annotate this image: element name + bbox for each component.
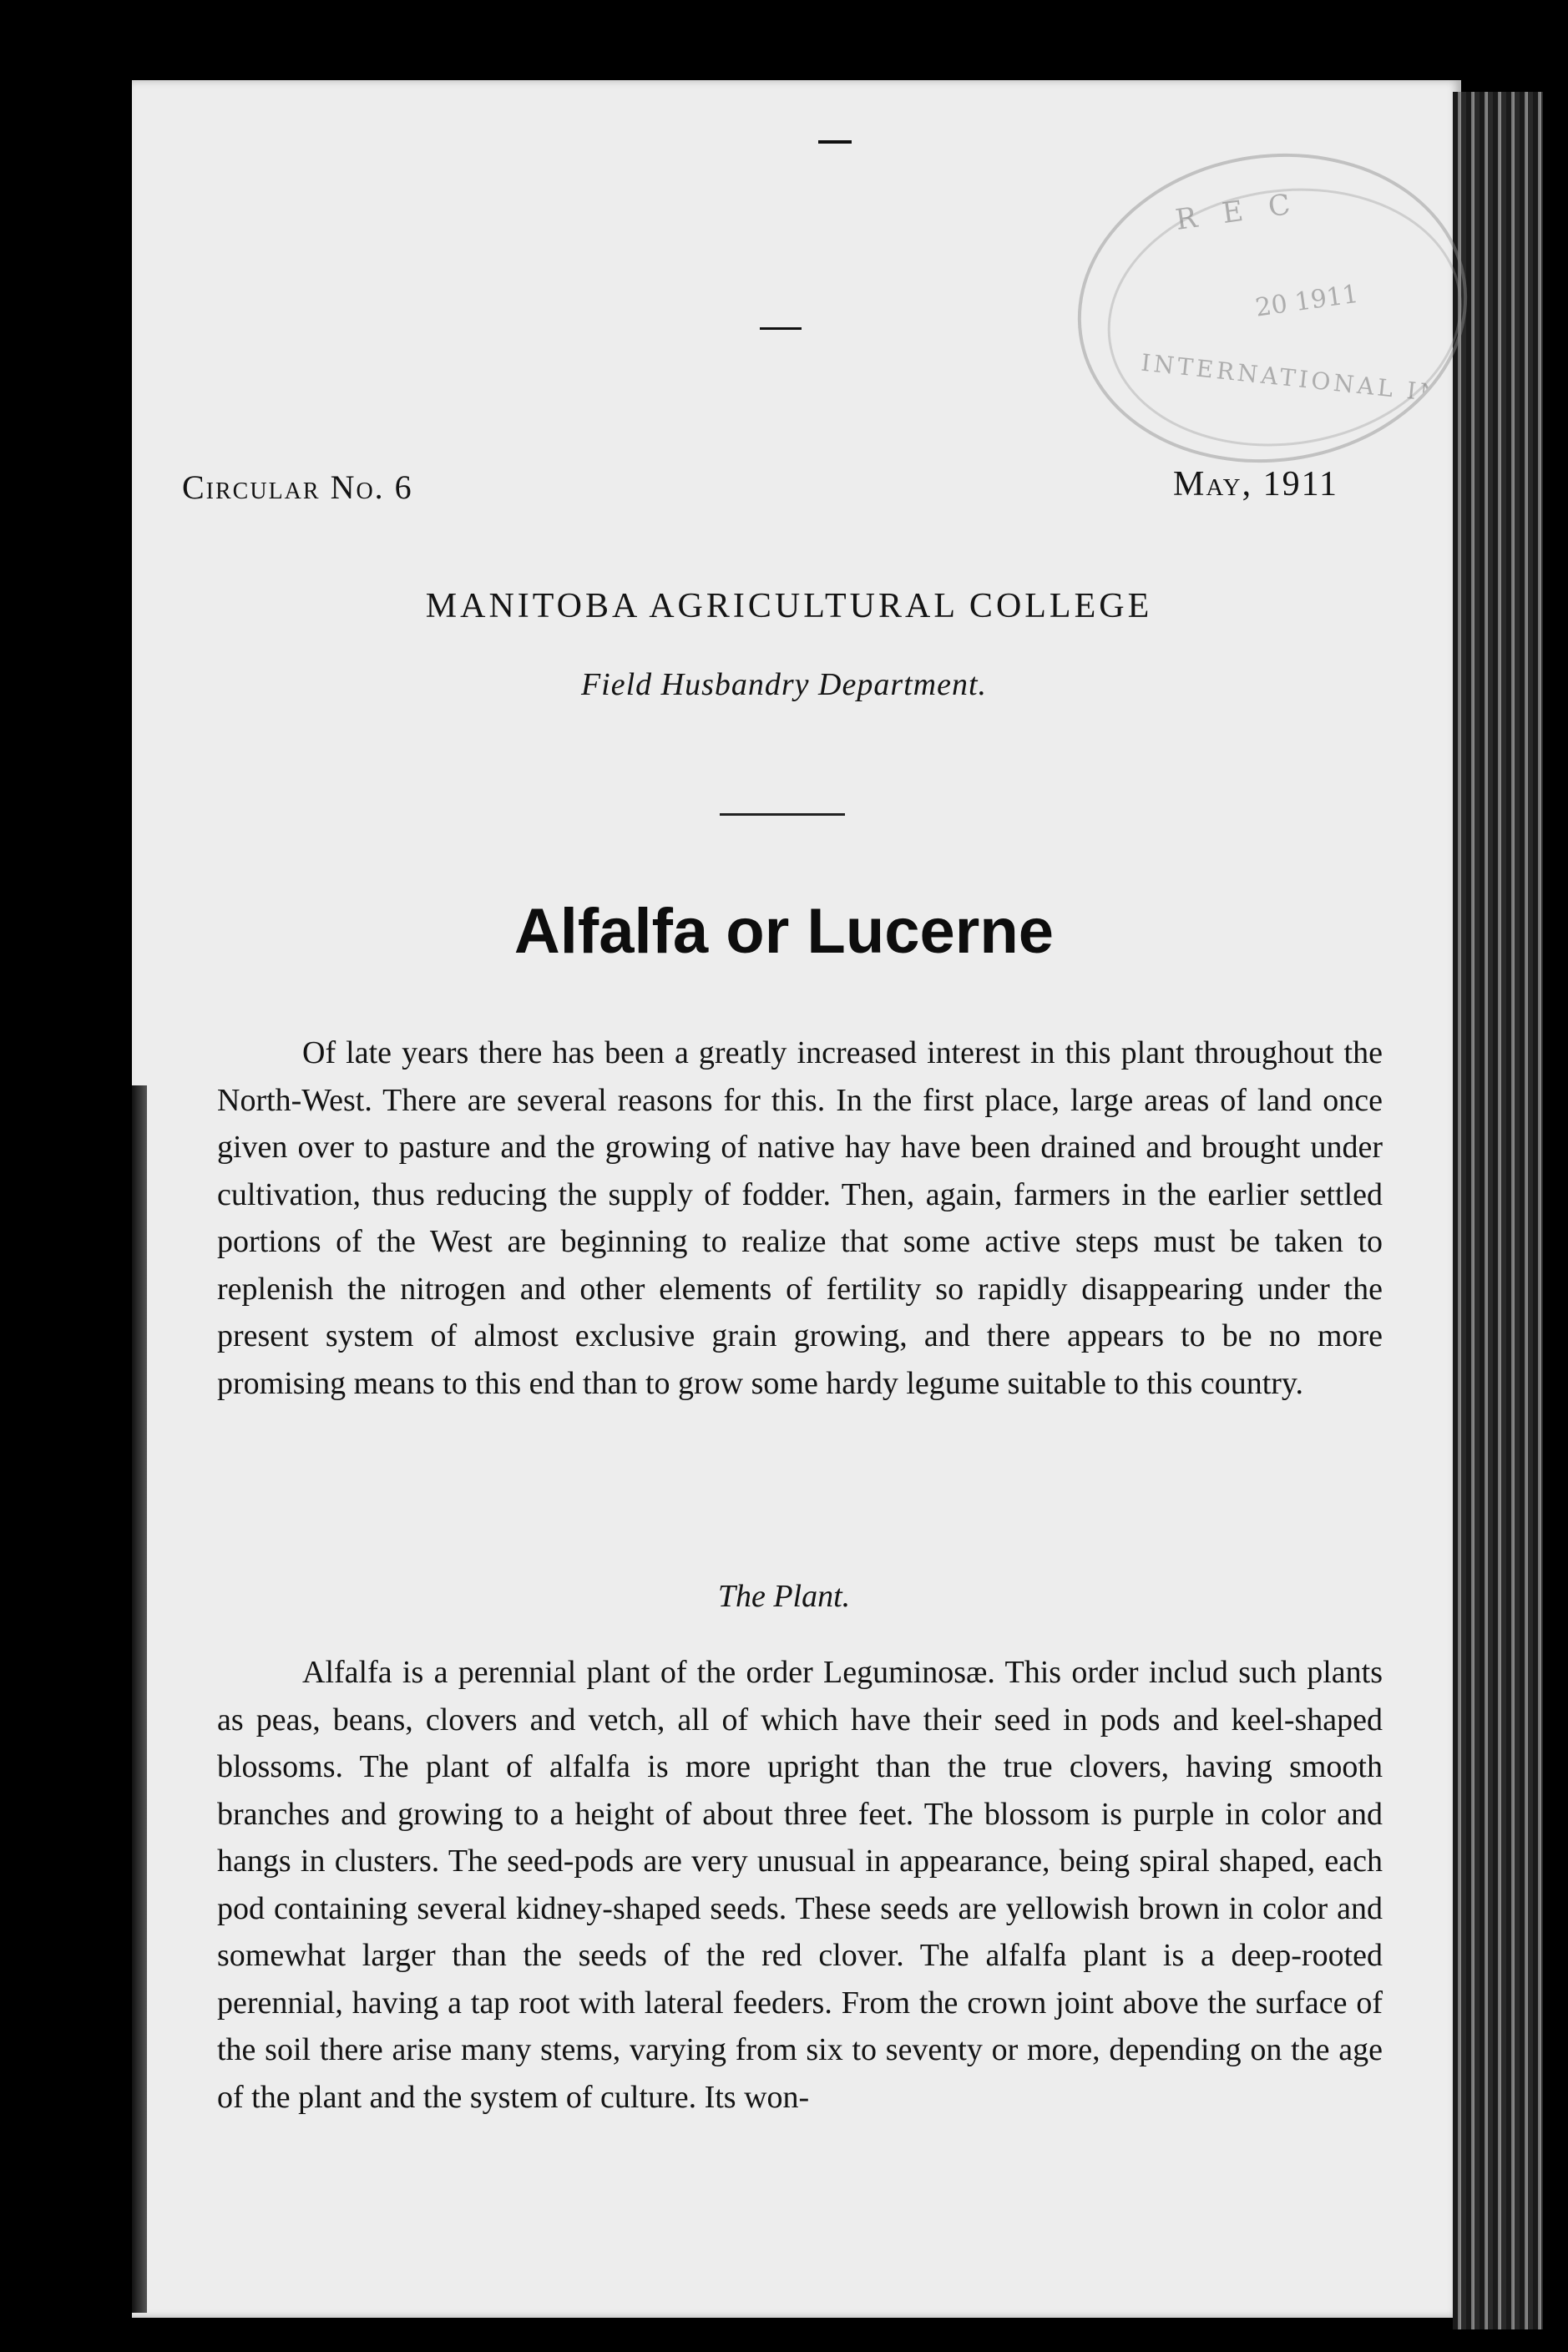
document-title: Alfalfa or Lucerne	[513, 896, 1055, 967]
publication-date: May, 1911	[1173, 465, 1339, 503]
circular-number: Circular No. 6	[182, 468, 413, 506]
college-name: MANITOBA AGRICULTURAL COLLEGE	[425, 587, 1153, 625]
intro-paragraph	[217, 1029, 1383, 1407]
page-mark	[818, 140, 852, 144]
department-name: Field Husbandry Department.	[580, 667, 988, 702]
page-mark	[760, 327, 802, 330]
section-heading: The Plant.	[717, 1579, 851, 1614]
stamp-text: 20 1911	[1253, 279, 1361, 323]
binding-shadow	[132, 1085, 147, 2313]
plant-paragraph	[217, 1649, 1383, 2121]
plant-text: Alfalfa is a perennial plant of the order Leguminosæ. This order includ such plants as peas, beans, clovers and vetch, all of which have their seed in pods and keel-shaped blossoms. The plant of alfalfa is more upright than the true clovers, having smooth branches and growing to a height of about three feet. The blossom is purple in color and hangs in clusters. The seed-pods are very unusual in appearance, being spiral shaped, each pod containing several kidney-shaped seeds. These seeds are yellowish brown in color and somewhat larger than the seeds of the red clover. The alfalfa plant is a deep-rooted perennial, having a tap root with lateral feeders. From the crown joint above the surface of the soil there arise many stems, varying from six to seventy or more, depending on the age of the plant and the system of culture. Its won-	[217, 1655, 1383, 2115]
intro-text: Of late years there has been a greatly increased interest in this plant throughout the North-West. There are several reasons for this. In the first place, large areas of land once given over to pasture and the growing of native hay have been drained and brought under cultivation, thus reducing the supply of fodder. Then, again, farmers in the earlier settled portions of the West are beginning to realize that some active steps must be taken to replenish the nitrogen and other elements of fertility so rapidly disappearing under the present system of almost exclusive grain growing, and there appears to be no more promising means to this end than to grow some hardy legume suitable to this country.	[217, 1035, 1383, 1401]
divider	[720, 813, 845, 816]
book-edge	[1453, 92, 1543, 2329]
stamp-text: R E C	[1173, 186, 1301, 237]
stamp-text: INTERNATIONAL IN	[1140, 348, 1445, 408]
